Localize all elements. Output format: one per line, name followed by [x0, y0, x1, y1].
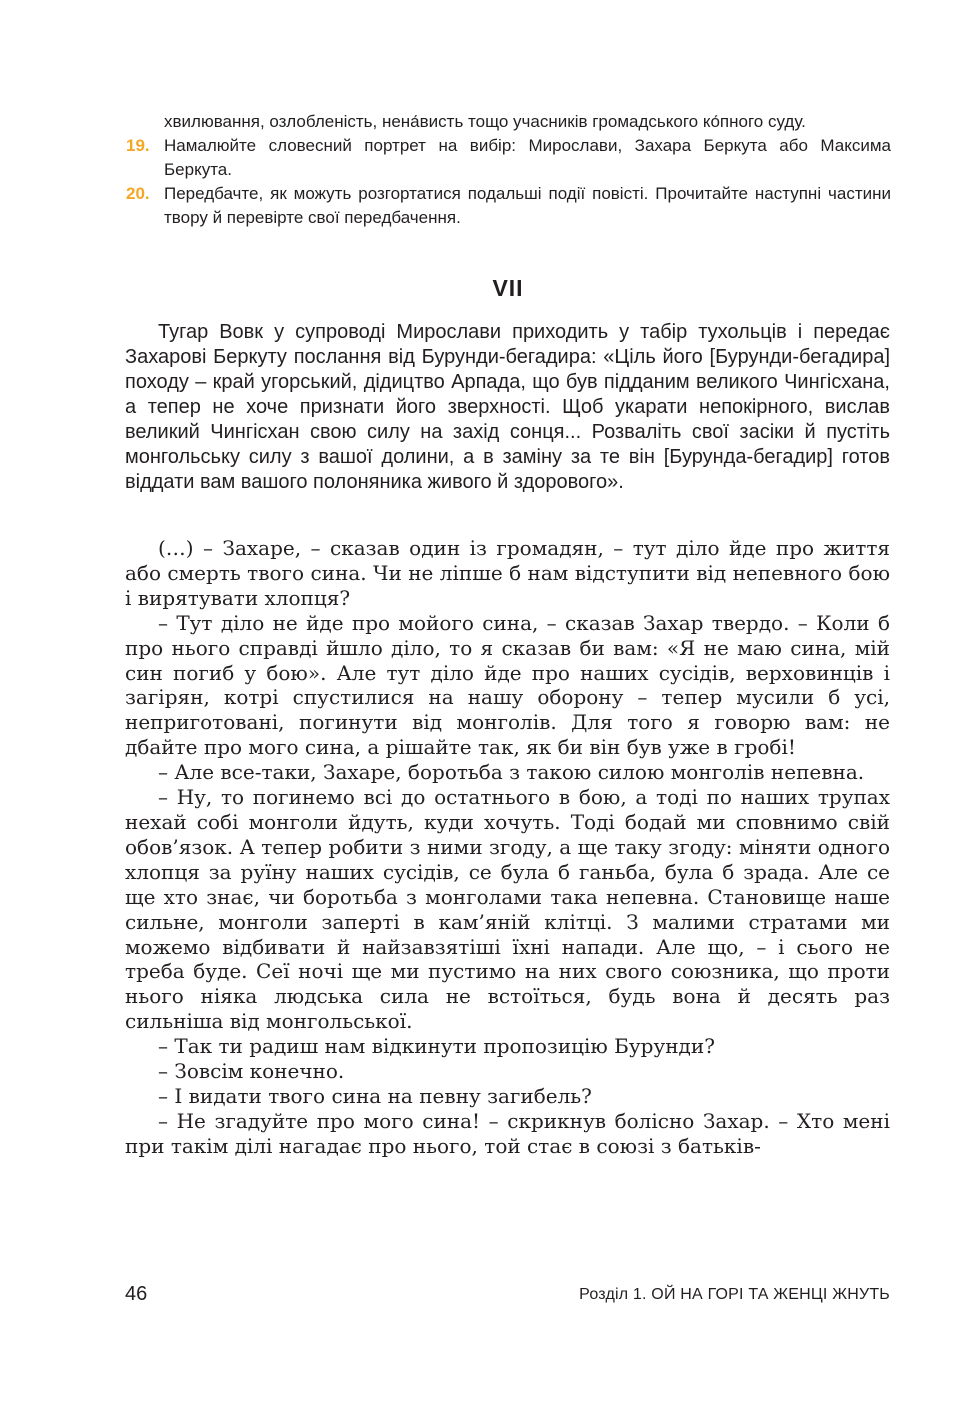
- section-title: Розділ 1. ОЙ НА ГОРІ ТА ЖЕНЦІ ЖНУТЬ: [579, 1286, 890, 1303]
- task-item-19: [126, 134, 891, 182]
- story-paragraph: – Так ти радиш нам відкинути пропозицію Бурунди?: [158, 1034, 715, 1059]
- page-footer: [125, 1283, 890, 1311]
- task-continuation-text: хвилювання, озлобленість, нена́висть тощо учасників громадського ко́пного суду.: [164, 112, 806, 131]
- task-number: 20.: [126, 184, 150, 203]
- story-paragraph: – Не згадуйте про мого сина! – скрикнув болісно Захар. – Хто мені при такім ділі нагадає про нього, той стає в союзі з батьків-: [125, 1108, 890, 1158]
- task-text: Намалюйте словесний портрет на вибір: Мирослави, Захара Беркута або Максима Беркута.: [164, 136, 891, 179]
- page-number: 46: [125, 1283, 148, 1305]
- task-text: Передбачте, як можуть розгортатися подальші події повісті. Прочитайте наступні частини твору й перевірте свої передбачення.: [164, 184, 891, 227]
- task-item-20: [126, 182, 891, 230]
- story-paragraph: – Але все-таки, Захаре, боротьба з такою силою монголів непевна.: [158, 760, 865, 785]
- chapter-summary: Тугар Вовк у супроводі Мирослави приходить у табір тухольців і передає Захарові Беркуту послання від Бурунди-бегадира: «Ціль його [Бурунди-бегадира] походу – край угорський, дідицтво Арпада, що був підданим великого Чингісхана, а тепер не хоче признати його зверхності. Щоб укарати непокірного, вислав великий Чингісхан свою силу на захід сонця... Розваліть свої засіки й пустіть монгольську силу з вашої долини, а в заміну за те він [Бурунда-бегадир] готов віддати вам вашого полоняника живого й здорового».: [125, 321, 890, 493]
- story-paragraph: – Тут діло не йде про мойого сина, – сказав Захар твердо. – Коли б про нього справді йшло діло, то я сказав би вам: «Я не маю сина, мій син погиб у бою». Але тут діло йде про наших сусідів, верховинців і загірян, котрі спустилися на нашу оборону – тепер мусили б усі, неприготовані, погинути від монголів. Для того я говорю вам: не дбайте про мого сина, а рішайте так, як би він був уже в гробі!: [125, 610, 890, 760]
- tasks-block: [126, 110, 891, 230]
- story-text: [125, 536, 890, 1159]
- story-paragraph: – Зовсім конечно.: [158, 1059, 345, 1084]
- story-paragraph: – І видати твого сина на певну загибель?: [158, 1083, 592, 1108]
- story-paragraph: (…) – Захаре, – сказав один із громадян, – тут діло йде про життя або смерть твого сина. Чи не ліпше б нам відступити від непевного бою і вирятувати хлопця?: [125, 536, 890, 610]
- story-paragraph: – Ну, то погинемо всі до остатнього в бою, а тоді по наших трупах нехай собі монголи йдуть, куди хочуть. Тоді бодай ми сповнимо свій обов’язок. А тепер робити з ними згоду, а ще таку згоду: міняти одного хлопця за руїну наших сусідів, се була б ганьба, була б зрада. Але се ще хто знає, чи боротьба з монголами така непевна. Становище наше сильне, монголи заперті в кам’яній клітці. З малими стратами ми можемо відбивати й найзавзятіші їхні напади. Але що, – і сього не треба буде. Сеї ночі ще ми пустимо на них свого союзника, що проти нього ніяка людська сила не встоїться, будь вона й десять раз сильніша від монгольської.: [125, 785, 890, 1034]
- task-continuation: [126, 110, 891, 134]
- task-number: 19.: [126, 136, 150, 155]
- chapter-heading: VII: [492, 275, 524, 301]
